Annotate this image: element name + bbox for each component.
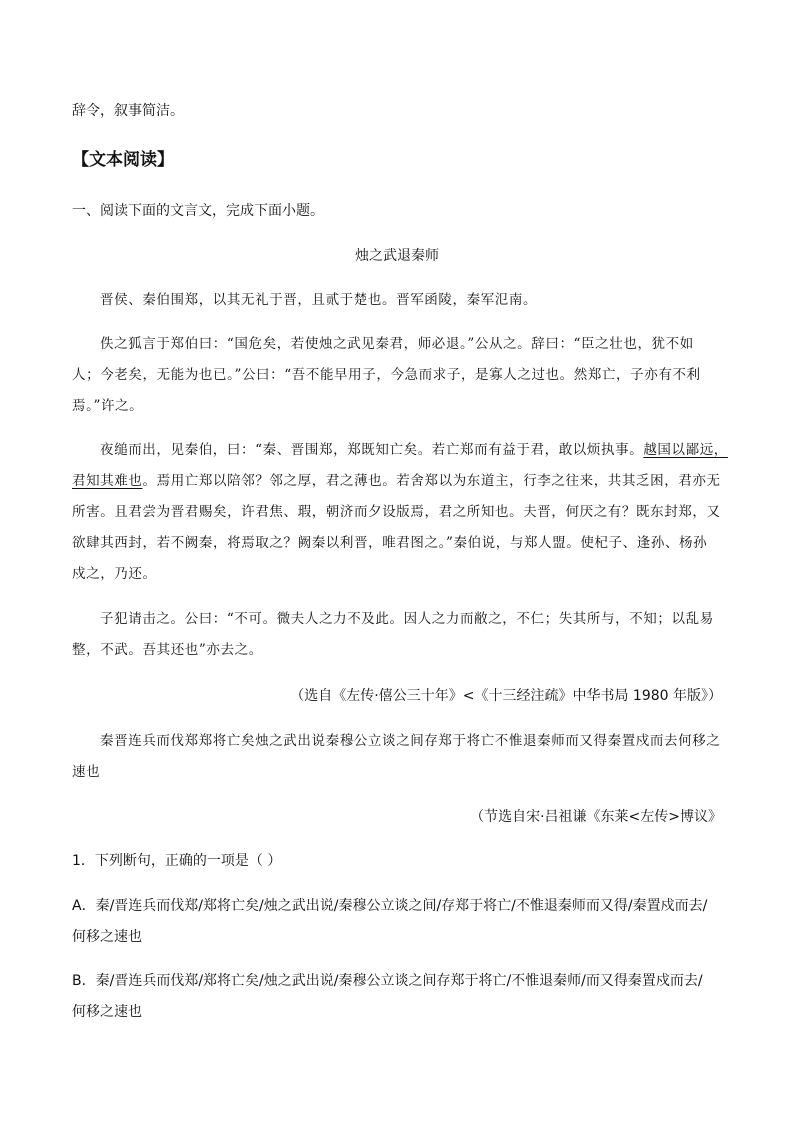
passage-paragraph-3-line-3: 所害。且君尝为晋君赐矣，许君焦、瑕，朝济而夕设版焉，君之所知也。夫晋，何厌之有？既东封郑，又 (72, 504, 721, 520)
commentary-line-2: 速也 (72, 764, 101, 780)
passage-paragraph-3-line-1 (100, 440, 736, 460)
passage-paragraph-3-line-2 (72, 471, 732, 491)
passage-source: （选自《左传·僖公三十年》<《十三经注疏》中华书局 1980 年版》） (290, 688, 722, 704)
paragraph-3-text: 。焉用亡郑以陪邻？邻之厚，君之薄也。若舍郑以为东道主，行李之往来，共其乏困，君亦无 (142, 473, 721, 489)
option-b-line-2: 何移之速也 (72, 1004, 142, 1020)
paragraph-3-text: 夜缒而出，见秦伯，曰：“秦、晋围郑，郑既知亡矣。若亡郑而有益于君，敢以烦执事。 (100, 442, 644, 458)
task-instruction: 一、阅读下面的文言文，完成下面小题。 (72, 203, 324, 219)
option-a-line-2: 何移之速也 (72, 929, 142, 945)
underlined-sentence-part-1: 越国以鄙远， (643, 442, 728, 458)
underlined-sentence-part-2: 君知其难也 (72, 473, 143, 489)
passage-title: 烛之武退秦师 (355, 248, 439, 264)
passage-paragraph-2-line-1: 佚之狐言于郑伯曰：“国危矣，若使烛之武见秦君，师必退。”公从之。辞曰：“臣之壮也，犹不如 (100, 336, 694, 352)
section-heading: 【文本阅读】 (72, 150, 174, 170)
intro-fragment: 辞令，叙事简洁。 (72, 103, 184, 119)
option-b-line-1: B．秦/晋连兵而伐郑/郑将亡矣/烛之武出说/秦穆公立谈之间存郑于将亡/不惟退秦师/而又得秦置戍而去/ (72, 973, 703, 989)
commentary-line-1: 秦晋连兵而伐郑郑将亡矣烛之武出说秦穆公立谈之间存郑于将亡不惟退秦师而又得秦置戍而去何移之 (100, 733, 721, 749)
question-1-stem: 1．下列断句，正确的一项是（ ） (72, 853, 282, 869)
commentary-source: （节选自宋·吕祖谦《东莱<左传>博议》 (470, 809, 722, 825)
option-a-line-1: A．秦/晋连兵而伐郑/郑将亡矣/烛之武出说/秦穆公立谈之间/存郑于将亡/不惟退秦师而又得/秦置戍而去/ (72, 898, 708, 914)
passage-paragraph-3-line-5: 戍之，乃还。 (72, 566, 157, 582)
passage-paragraph-1: 晋侯、秦伯围郑，以其无礼于晋，且贰于楚也。晋军函陵，秦军氾南。 (100, 292, 538, 308)
passage-paragraph-2-line-2: 人；今老矣，无能为也已。”公曰：“吾不能早用子，今急而求子，是寡人之过也。然郑亡，子亦有不利 (72, 367, 701, 383)
passage-paragraph-4-line-1: 子犯请击之。公曰：“不可。微夫人之力不及此。因人之力而敝之，不仁；失其所与，不知；以乱易 (100, 611, 714, 627)
passage-paragraph-3-line-4: 欲肆其西封，若不阙秦，将焉取之？阙秦以利晋，唯君图之。”秦伯说，与郑人盟。使杞子、逢孙、杨孙 (72, 535, 708, 551)
passage-paragraph-4-line-2: 整，不武。吾其还也”亦去之。 (72, 642, 263, 658)
passage-paragraph-2-line-3: 焉。”许之。 (72, 398, 144, 414)
